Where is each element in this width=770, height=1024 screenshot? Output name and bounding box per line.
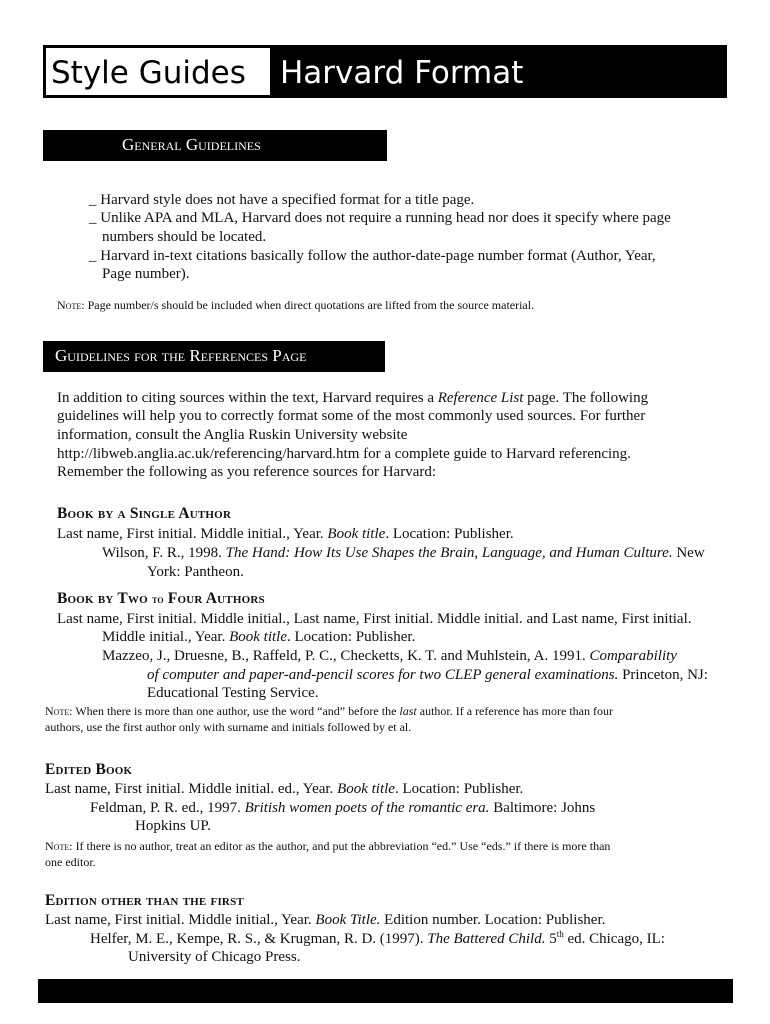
note-label: Note:: [57, 298, 85, 312]
intro-line-1: [57, 389, 648, 408]
example-text: Wilson, F. R., 1998.: [102, 545, 226, 561]
book-title-term: Book Title.: [315, 912, 381, 928]
example-title: The Battered Child.: [427, 931, 546, 947]
edition-example-cont: University of Chicago Press.: [128, 949, 301, 965]
format-text: . Location: Publisher.: [394, 781, 524, 797]
edited-book-example-cont: Hopkins UP.: [135, 818, 211, 834]
general-guidelines-header: [43, 130, 387, 161]
edited-book-heading: Edited Book: [45, 761, 133, 778]
format-text: Last name, First initial. Middle initial., Year.: [45, 912, 316, 928]
intro-line-5: Remember the following as you reference sources for Harvard:: [57, 464, 437, 480]
bullet-2: _ Unlike APA and MLA, Harvard does not require a running head nor does it specify where page: [89, 210, 671, 226]
ordinal-suffix: th: [556, 929, 564, 939]
format-text: Last name, First initial. Middle initial. ed., Year.: [45, 781, 338, 797]
general-note: [57, 297, 534, 314]
multi-author-note-2: authors, use the first author only with surname and initials followed by et al.: [45, 720, 412, 734]
example-title: Comparability: [589, 648, 677, 664]
style-guides-label: Style Guides: [51, 55, 246, 91]
heading-text: to: [151, 592, 164, 606]
heading-text: Four Authors: [163, 590, 265, 607]
references-guidelines-header: [43, 341, 385, 372]
format-text: Edition number. Location: Publisher.: [380, 912, 606, 928]
note-emphasis: last: [399, 704, 417, 718]
note-text: author. If a reference has more than four: [416, 704, 613, 718]
format-text: . Location: Publisher.: [385, 526, 514, 542]
edited-book-example: [90, 799, 595, 818]
edited-book-note-1: [45, 838, 610, 855]
intro-line-2: guidelines will help you to correctly format some of the most commonly used sources. For further: [57, 408, 646, 424]
note-text: If there is no author, treat an editor as the author, and put the abbreviation “ed.” Use “eds.” if there is more than: [72, 839, 611, 853]
heading-text: Book by Two: [57, 590, 152, 607]
bullet-2-cont: numbers should be located.: [102, 229, 267, 245]
book-title-term: Book title: [327, 526, 386, 542]
format-text: . Location: Publisher.: [287, 629, 416, 645]
references-guidelines-title: Guidelines for the References Page: [55, 346, 307, 365]
multi-author-note-1: [45, 703, 613, 720]
book-title-term: Book title: [337, 781, 395, 797]
general-guidelines-title: General Guidelines: [122, 135, 261, 154]
book-title-term: Book title: [229, 629, 287, 645]
edition-format: [45, 911, 605, 930]
reference-list-term: Reference List: [437, 390, 524, 406]
harvard-format-title: Harvard Format: [280, 55, 524, 91]
example-text: Princeton, NJ:: [618, 667, 708, 683]
single-author-format: [57, 525, 514, 544]
note-label: Note:: [45, 839, 73, 853]
multi-author-example-1: [102, 647, 677, 666]
bullet-3: _ Harvard in-text citations basically follow the author-date-page number format (Author, Year,: [89, 248, 656, 264]
edited-book-format: [45, 780, 523, 799]
example-text: Mazzeo, J., Druesne, B., Raffeld, P. C., Checketts, K. T. and Muhlstein, A. 1991.: [102, 648, 590, 664]
format-text: Last name, First initial. Middle initial., Year.: [57, 526, 328, 542]
example-text: Baltimore: Johns: [489, 800, 596, 816]
example-title: British women poets of the romantic era.: [244, 800, 490, 816]
single-author-example: [102, 544, 705, 563]
single-author-example-cont: York: Pantheon.: [147, 564, 244, 580]
intro-text: page. The following: [523, 390, 649, 406]
example-title: The Hand: How Its Use Shapes the Brain, Language, and Human Culture.: [225, 545, 673, 561]
edited-book-note-2: one editor.: [45, 855, 96, 869]
intro-line-4: http://libweb.anglia.ac.uk/referencing/harvard.htm for a complete guide to Harvard referencing.: [57, 446, 631, 462]
example-text: Feldman, P. R. ed., 1997.: [90, 800, 245, 816]
footer-bar: [38, 979, 733, 1003]
intro-line-3: information, consult the Anglia Ruskin University website: [57, 427, 408, 443]
note-text: Page number/s should be included when direct quotations are lifted from the source material.: [87, 298, 535, 312]
format-text: Middle initial., Year.: [102, 629, 230, 645]
example-text: Helfer, M. E., Kempe, R. S., & Krugman, R. D. (1997).: [90, 931, 428, 947]
intro-text: In addition to citing sources within the text, Harvard requires a: [57, 390, 438, 406]
note-label: Note:: [45, 704, 73, 718]
note-text: When there is more than one author, use the word “and” before the: [72, 704, 400, 718]
example-text: 5: [545, 931, 557, 947]
multi-author-example-3: Educational Testing Service.: [147, 685, 319, 701]
example-text: New: [672, 545, 705, 561]
bullet-3-cont: Page number).: [102, 266, 190, 282]
multi-author-example-2: [147, 666, 708, 685]
multi-author-format-1: Last name, First initial. Middle initial., Last name, First initial. Middle initial. and Last name, First initial.: [57, 611, 692, 627]
example-title: of computer and paper-and-pencil scores for two CLEP general examinations.: [147, 667, 619, 683]
edition-example: [90, 930, 665, 949]
example-text: ed. Chicago, IL:: [563, 931, 665, 947]
single-author-heading: Book by a Single Author: [57, 505, 232, 522]
multi-author-format-2: [102, 628, 415, 647]
bullet-1: _ Harvard style does not have a specified format for a title page.: [89, 192, 475, 208]
multi-author-heading: [57, 590, 265, 608]
edition-heading: Edition other than the first: [45, 892, 244, 909]
